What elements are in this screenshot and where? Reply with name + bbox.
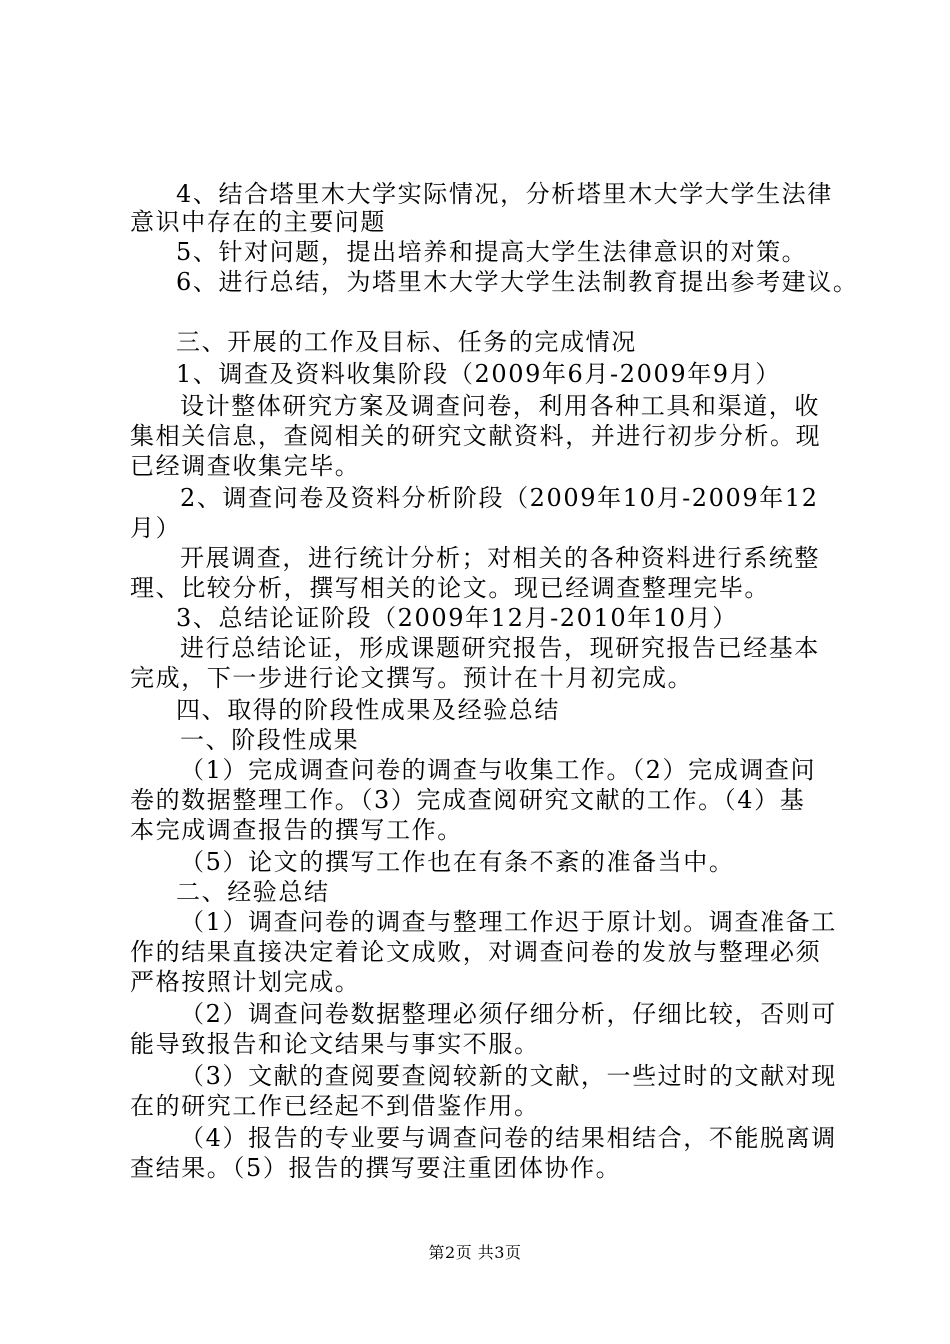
paragraph-line: 完成，下一步进行论文撰写。预计在十月初完成。	[130, 664, 694, 692]
paragraph-line: 月）	[130, 514, 182, 542]
paragraph-line: （3）文献的查阅要查阅较新的文献，一些过时的文献对现	[180, 1062, 837, 1090]
page-number-footer: 第2页 共3页	[428, 1243, 522, 1262]
subsection-heading: 2、调查问卷及资料分析阶段（2009年10月-2009年12	[180, 484, 819, 512]
paragraph-line: 查结果。（5）报告的撰写要注重团体协作。	[130, 1154, 622, 1182]
subsection-heading: 1、调查及资料收集阶段（2009年6月-2009年9月）	[176, 360, 781, 388]
paragraph-line: 严格按照计划完成。	[130, 968, 361, 996]
paragraph-line: 6、进行总结，为塔里木大学大学生法制教育提出参考建议。	[176, 268, 859, 296]
paragraph-line: 本完成调查报告的撰写工作。	[130, 816, 463, 844]
paragraph-line: （1）调查问卷的调查与整理工作迟于原计划。调查准备工	[180, 908, 837, 936]
paragraph-line: （2）调查问卷数据整理必须仔细分析，仔细比较，否则可	[180, 1000, 837, 1028]
paragraph-line: 已经调查收集完毕。	[130, 452, 361, 480]
paragraph-line: （1）完成调查问卷的调查与收集工作。（2）完成调查问	[180, 756, 817, 784]
paragraph-line: （5）论文的撰写工作也在有条不紊的准备当中。	[180, 848, 735, 876]
subsection-heading: 3、总结论证阶段（2009年12月-2010年10月）	[176, 604, 738, 632]
paragraph-line: 能导致报告和论文结果与事实不服。	[130, 1030, 540, 1058]
paragraph-line: 在的研究工作已经起不到借鉴作用。	[130, 1092, 540, 1120]
subsection-heading: 一、阶段性成果	[180, 726, 360, 754]
paragraph-line: 理、比较分析，撰写相关的论文。现已经调查整理完毕。	[130, 574, 770, 602]
paragraph-line: 设计整体研究方案及调查问卷，利用各种工具和渠道，收	[180, 392, 820, 420]
paragraph-line: 4、结合塔里木大学实际情况，分析塔里木大学大学生法律	[176, 180, 833, 208]
paragraph-line: 5、针对问题，提出培养和提高大学生法律意识的对策。	[176, 238, 808, 266]
paragraph-line: 意识中存在的主要问题	[130, 208, 386, 236]
paragraph-line: 开展调查，进行统计分析；对相关的各种资料进行系统整	[180, 544, 820, 572]
paragraph-line: 卷的数据整理工作。（3）完成查阅研究文献的工作。（4）基	[130, 786, 806, 814]
section-heading: 三、开展的工作及目标、任务的完成情况	[176, 328, 637, 356]
section-heading: 四、取得的阶段性成果及经验总结	[176, 696, 560, 724]
subsection-heading: 二、经验总结	[176, 878, 330, 906]
paragraph-line: 作的结果直接决定着论文成败，对调查问卷的发放与整理必须	[130, 938, 822, 966]
paragraph-line: （4）报告的专业要与调查问卷的结果相结合，不能脱离调	[180, 1124, 837, 1152]
paragraph-line: 进行总结论证，形成课题研究报告，现研究报告已经基本	[180, 634, 820, 662]
paragraph-line: 集相关信息，查阅相关的研究文献资料，并进行初步分析。现	[130, 422, 822, 450]
